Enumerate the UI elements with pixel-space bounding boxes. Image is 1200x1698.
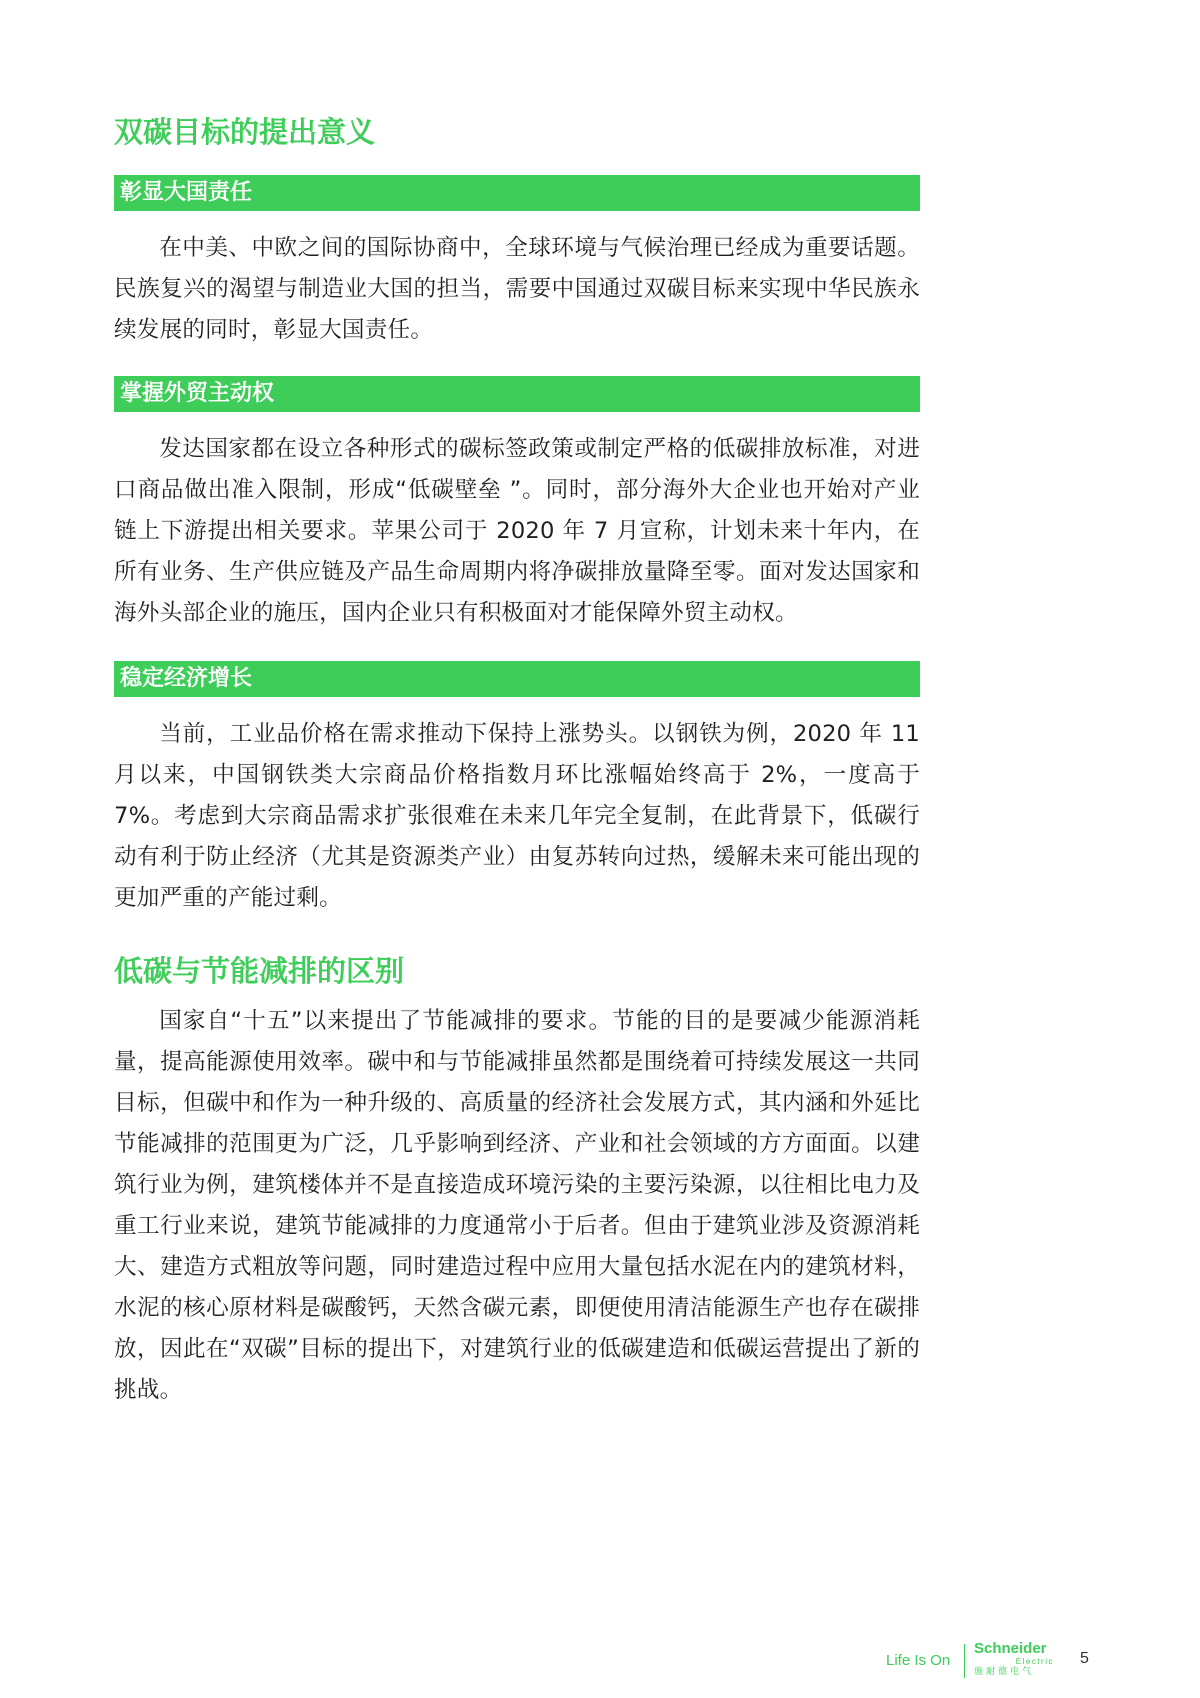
tagline-text: Life Is On	[886, 1652, 951, 1669]
subheading-responsibility: 彰显大国责任	[114, 175, 920, 211]
paragraph-trade: 发达国家都在设立各种形式的碳标签政策或制定严格的低碳排放标准，对进口商品做出准入限制，形成“低碳壁垒 ”。同时，部分海外大企业也开始对产业链上下游提出相关要求。苹果公司于 2020 年 7 月宣称，计划未来十年内，在所有业务、生产供应链及产品生命周期内将净碳排放量降至零。面对发达国家和海外头部企业的施压，国内企业只有积极面对才能保障外贸主动权。	[114, 436, 920, 626]
paragraph-difference: 国家自“十五”以来提出了节能减排的要求。节能的目的是要减少能源消耗量，提高能源使用效率。碳中和与节能减排虽然都是围绕着可持续发展这一共同目标，但碳中和作为一种升级的、高质量的经济社会发展方式，其内涵和外延比节能减排的范围更为广泛，几乎影响到经济、产业和社会领域的方方面面。以建筑行业为例，建筑楼体并不是直接造成环境污染的主要污染源，以往相比电力及重工行业来说，建筑节能减排的力度通常小于后者。但由于建筑业涉及资源消耗大、建造方式粗放等问题，同时建造过程中应用大量包括水泥在内的建筑材料，水泥的核心原材料是碳酸钙，天然含碳元素，即便使用清洁能源生产也存在碳排放，因此在“双碳”目标的提出下，对建筑行业的低碳建造和低碳运营提出了新的挑战。	[114, 1008, 920, 1403]
schneider-logo	[974, 1641, 1060, 1681]
page-footer	[880, 1640, 1100, 1684]
section-title-difference: 低碳与节能减排的区别	[114, 954, 405, 988]
section-title-significance: 双碳目标的提出意义	[114, 115, 376, 149]
page-number: 5	[1080, 1650, 1089, 1667]
paragraph-economy: 当前，工业品价格在需求推动下保持上涨势头。以钢铁为例，2020 年 11 月以来，中国钢铁类大宗商品价格指数月环比涨幅始终高于 2%，一度高于 7%。考虑到大宗商品需求扩张很难在未来几年完全复制，在此背景下，低碳行动有利于防止经济（尤其是资源类产业）由复苏转向过热，缓解未来可能出现的更加严重的产能过剩。	[114, 721, 920, 911]
footer-divider	[964, 1644, 965, 1678]
subheading-trade: 掌握外贸主动权	[114, 376, 920, 412]
page-content	[114, 112, 920, 1411]
subheading-economy: 稳定经济增长	[114, 661, 920, 697]
paragraph-responsibility: 在中美、中欧之间的国际协商中，全球环境与气候治理已经成为重要话题。民族复兴的渴望与制造业大国的担当，需要中国通过双碳目标来实现中华民族永续发展的同时，彰显大国责任。	[114, 235, 920, 343]
brand-subtitle: Electric	[1015, 1657, 1054, 1666]
brand-chinese-name: 施耐德电气	[974, 1667, 1035, 1677]
brand-name: Schneider	[974, 1640, 1047, 1657]
